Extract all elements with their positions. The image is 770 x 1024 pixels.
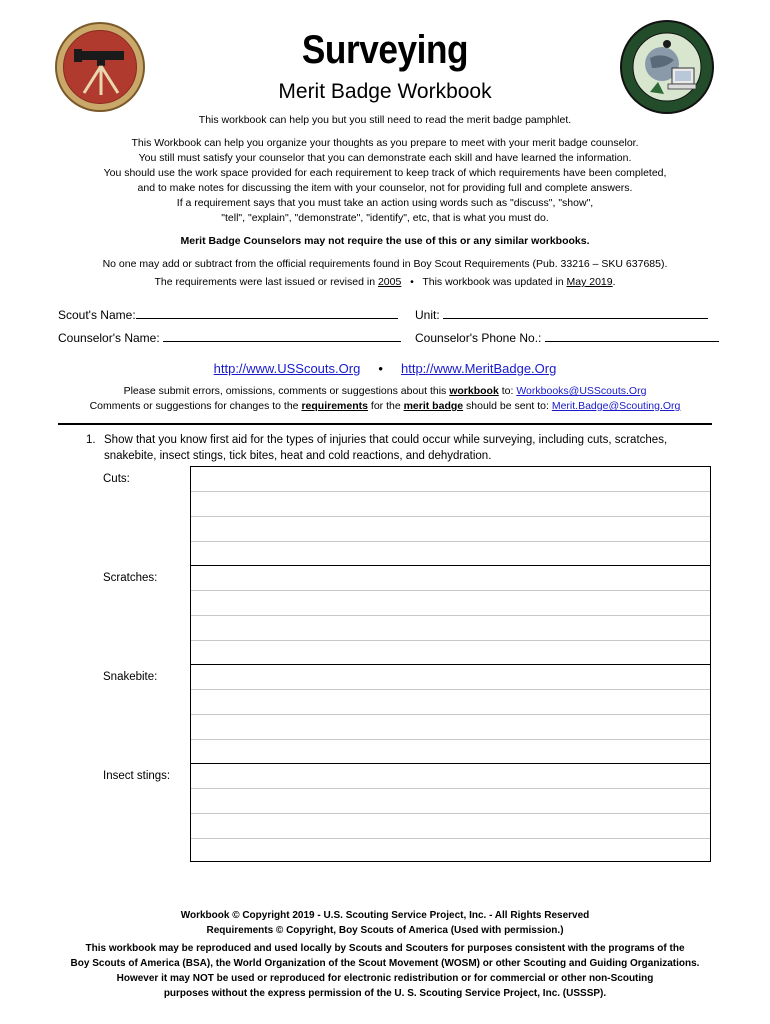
ruling-line [191, 788, 710, 789]
ruling-line [191, 516, 710, 517]
merit-badge-email-link[interactable]: Merit.Badge@Scouting.Org [551, 400, 681, 412]
requirement-text: Show that you know first aid for the types of injuries that could occur while surveying, including cuts, scratches, snakebite, insect stings, tick bites, heat and cold reactions, and dehydration. [104, 434, 668, 462]
intro-paragraph-line: This Workbook can help you organize your thoughts as you prepare to meet with your merit badge counselor. [131, 137, 639, 149]
footer-copyright: Workbook © Copyright 2019 - U.S. Scouting Service Project, Inc. - All Rights Reserved [180, 910, 590, 921]
counselor-phone-blank[interactable] [545, 329, 719, 342]
requirement-number: 1. [86, 434, 96, 446]
issued-year: 2005 [377, 276, 402, 288]
answer-box-snakebite[interactable] [190, 664, 711, 764]
submit-text: to: [498, 385, 517, 397]
footer-requirements-copyright: Requirements © Copyright, Boy Scouts of America (Used with permission.) [206, 925, 564, 936]
revision-info [0, 275, 770, 290]
submit-workbook-word: workbook [449, 385, 499, 397]
updated-suffix: . [612, 276, 616, 288]
ruling-line [191, 689, 710, 690]
website-links [0, 361, 770, 376]
intro-paragraph-line: "tell", "explain", "demonstrate", "identify", etc, that is what you must do. [221, 212, 549, 224]
footer-permission-line: However it may NOT be used or reproduced for electronic redistribution or for commercial or other non-Scouting [116, 973, 654, 984]
submit-text: should be sent to: [463, 400, 552, 412]
section-divider [58, 423, 712, 425]
counselor-name-label: Counselor's Name: [58, 331, 160, 345]
requirement-1 [86, 432, 686, 464]
updated-date: May 2019 [566, 276, 613, 288]
footer-permission-line: Boy Scouts of America (BSA), the World Organization of the Scout Movement (WOSM) or other Scouting and Guiding Organizations. [70, 958, 700, 969]
scout-name-label: Scout's Name: [58, 308, 136, 322]
submit-requirements-word: requirements [301, 400, 368, 412]
counselor-phone-field[interactable] [415, 329, 719, 345]
ruling-line [191, 491, 710, 492]
link-separator: • [378, 361, 383, 376]
submit-merit-badge-word: merit badge [403, 400, 464, 412]
intro-paragraph-line: You still must satisfy your counselor that you can demonstrate each skill and have learned the information. [138, 152, 632, 164]
ruling-line [191, 838, 710, 839]
submit-text: Comments or suggestions for changes to the [89, 400, 302, 412]
counselor-name-blank[interactable] [163, 329, 401, 342]
issued-prefix: The requirements were last issued or revised in [154, 276, 378, 288]
unit-blank[interactable] [443, 306, 708, 319]
bullet-separator: • [410, 276, 414, 288]
counselor-phone-label: Counselor's Phone No.: [415, 331, 542, 345]
submit-text: for the [367, 400, 404, 412]
submit-line-requirements [0, 399, 770, 414]
box-label-cuts: Cuts: [103, 473, 130, 485]
unit-label: Unit: [415, 308, 440, 322]
ruling-line [191, 739, 710, 740]
ruling-line [191, 640, 710, 641]
box-label-snakebite: Snakebite: [103, 671, 158, 683]
submit-line-workbook [0, 384, 770, 399]
usscouts-link[interactable]: http://www.USScouts.Org [213, 361, 361, 376]
updated-prefix: This workbook was updated in [422, 276, 567, 288]
intro-paragraph-line: If a requirement says that you must take an action using words such as "discuss", "show", [176, 197, 594, 209]
ruling-line [191, 590, 710, 591]
answer-box-insect-stings[interactable] [190, 763, 711, 862]
meritbadge-link[interactable]: http://www.MeritBadge.Org [401, 361, 557, 376]
no-add-notice: No one may add or subtract from the official requirements found in Boy Scout Requirements (Pub. 33216 – SKU 637685). [102, 258, 668, 270]
counselor-note: Merit Badge Counselors may not require the use of this or any similar workbooks. [180, 235, 590, 247]
answer-box-scratches[interactable] [190, 565, 711, 665]
ruling-line [191, 615, 710, 616]
workbooks-email-link[interactable]: Workbooks@USScouts.Org [516, 385, 647, 397]
ruling-line [191, 541, 710, 542]
intro-paragraph-line: You should use the work space provided for each requirement to keep track of which requirements have been completed, [103, 167, 667, 179]
counselor-name-field[interactable] [58, 329, 401, 345]
page-subtitle: Merit Badge Workbook [278, 80, 492, 103]
answer-box-cuts[interactable] [190, 466, 711, 566]
scout-name-field[interactable] [58, 306, 398, 322]
submit-text: Please submit errors, omissions, comments or suggestions about this [123, 385, 450, 397]
ruling-line [191, 714, 710, 715]
ruling-line [191, 813, 710, 814]
unit-field[interactable] [415, 306, 708, 322]
intro-paragraph-line: and to make notes for discussing the item with your counselor, not for providing full and complete answers. [137, 182, 633, 194]
footer-permission-line: purposes without the express permission of the U. S. Scouting Service Project, Inc. (USSSP). [163, 988, 607, 999]
box-label-scratches: Scratches: [103, 572, 158, 584]
box-label-insect-stings: Insect stings: [103, 770, 171, 782]
footer-permission-line: This workbook may be reproduced and used locally by Scouts and Scouters for purposes consistent with the programs of the [85, 943, 685, 954]
page-title: Surveying [301, 28, 469, 72]
intro-line: This workbook can help you but you still need to read the merit badge pamphlet. [198, 114, 572, 126]
scout-name-blank[interactable] [136, 306, 398, 319]
